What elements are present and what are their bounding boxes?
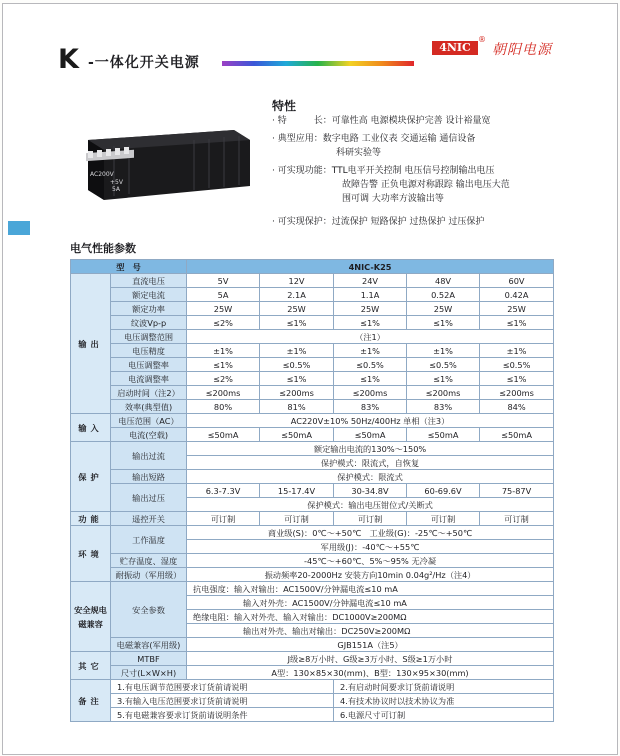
cell: ≤1% xyxy=(407,316,480,330)
cell: 15-17.4V xyxy=(260,484,334,498)
cell: 81% xyxy=(260,400,334,414)
feature-label: · 可实现保护： xyxy=(272,217,332,227)
cell: ≤50mA xyxy=(480,428,554,442)
rainbow-rule xyxy=(222,61,414,66)
cell: ≤50mA xyxy=(407,428,480,442)
table-row xyxy=(71,358,554,372)
table-row xyxy=(71,526,554,540)
cell: ≤200ms xyxy=(260,386,334,400)
cell: ≤200ms xyxy=(187,386,260,400)
feature-text: 故障告警 正负电源对称跟踪 输出电压大范 xyxy=(342,180,510,190)
row-label: 输出过压 xyxy=(111,484,187,512)
feature-item-applications xyxy=(272,132,475,160)
cell: 军用级(J)：-40℃～+55℃ xyxy=(187,540,554,554)
cell: ≤0.5% xyxy=(334,358,407,372)
cell: ±1% xyxy=(407,344,480,358)
spec-table xyxy=(70,259,554,722)
cell: ≤2% xyxy=(187,316,260,330)
table-row xyxy=(71,316,554,330)
row-label: 额定功率 xyxy=(111,302,187,316)
table-row xyxy=(71,582,554,596)
note: 4.有技术协议时以技术协议为准 xyxy=(334,694,554,708)
row-label: 耐振动（军用级） xyxy=(111,568,187,582)
table-row xyxy=(71,302,554,316)
table-row xyxy=(71,470,554,484)
table-row xyxy=(71,274,554,288)
cell: 0.42A xyxy=(480,288,554,302)
note: 2.有启动时间要求订货前请说明 xyxy=(334,680,554,694)
cell: 30-34.8V xyxy=(334,484,407,498)
feature-item-specialty xyxy=(272,114,490,128)
cell: ±1% xyxy=(260,344,334,358)
cell: 可订制 xyxy=(407,512,480,526)
note: 3.有输入电压范围要求订货前请说明 xyxy=(111,694,334,708)
group-other: 其它 xyxy=(71,652,111,680)
cell: ≤200ms xyxy=(480,386,554,400)
cell: 6.3-7.3V xyxy=(187,484,260,498)
group-input: 输入 xyxy=(71,414,111,442)
group-safety-emc: 安全规电磁兼容 xyxy=(71,582,111,652)
cell: 75-87V xyxy=(480,484,554,498)
table-row xyxy=(71,330,554,344)
group-protection: 保护 xyxy=(71,442,111,512)
group-function: 功能 xyxy=(71,512,111,526)
cell: 60-69.6V xyxy=(407,484,480,498)
product-label-v: +5V xyxy=(110,179,123,186)
section-title: 电气性能参数 xyxy=(70,242,136,255)
product-label-ac: AC200V xyxy=(90,171,114,178)
group-notes: 备注 xyxy=(71,680,111,722)
cell: 24V xyxy=(334,274,407,288)
cell: ≤1% xyxy=(334,372,407,386)
brand-name: 朝阳电源 xyxy=(492,42,552,58)
model-value: 4NIC-K25 xyxy=(187,260,554,274)
row-label: 启动时间（注2） xyxy=(111,386,187,400)
row-label: 直流电压 xyxy=(111,274,187,288)
row-label: 贮存温度、湿度 xyxy=(111,554,187,568)
cell: ≤50mA xyxy=(260,428,334,442)
page-title: -一体化开关电源 xyxy=(88,55,200,71)
table-row xyxy=(71,372,554,386)
cell: 保护模式：限流式，自恢复 xyxy=(187,456,554,470)
cell: 25W xyxy=(407,302,480,316)
cell: ±1% xyxy=(187,344,260,358)
table-row xyxy=(71,638,554,652)
cell: ≤0.5% xyxy=(407,358,480,372)
side-tab-marker xyxy=(8,221,30,235)
feature-label: · 特 长： xyxy=(272,116,332,126)
cell: 抗电强度：输入对输出：AC1500V/分钟漏电流≤10 mA xyxy=(187,582,554,596)
table-row xyxy=(71,680,554,694)
row-label: 效率(典型值) xyxy=(111,400,187,414)
table-row xyxy=(71,400,554,414)
cell: 保护模式：限流式 xyxy=(187,470,554,484)
cell: ≤1% xyxy=(260,372,334,386)
cell: 振动频率20-2000Hz 安装方向10min 0.04g²/Hz（注4） xyxy=(187,568,554,582)
cell: 绝缘电阻：输入对外壳、输入对输出：DC1000V≥200MΩ xyxy=(187,610,554,624)
table-row xyxy=(71,568,554,582)
feature-text: 科研实验等 xyxy=(336,148,382,158)
group-environment: 环境 xyxy=(71,526,111,582)
cell: ≤1% xyxy=(187,358,260,372)
brand-logo: 4NIC xyxy=(432,41,478,55)
cell: 保护模式：输出电压钳位式/关断式 xyxy=(187,498,554,512)
row-label: 电压精度 xyxy=(111,344,187,358)
row-label: 工作温度 xyxy=(111,526,187,554)
cell: 48V xyxy=(407,274,480,288)
cell: 83% xyxy=(334,400,407,414)
row-label: 额定电流 xyxy=(111,288,187,302)
table-row xyxy=(71,442,554,456)
feature-item-functions xyxy=(272,164,510,206)
cell: ≤1% xyxy=(260,316,334,330)
cell: 0.52A xyxy=(407,288,480,302)
feature-label: · 可实现功能： xyxy=(272,166,332,176)
cell: 可订制 xyxy=(187,512,260,526)
cell: ≤1% xyxy=(480,316,554,330)
note: 5.有电磁兼容要求订货前请说明条件 xyxy=(111,708,334,722)
cell: ≤2% xyxy=(187,372,260,386)
row-label: 电压调整范围 xyxy=(111,330,187,344)
features-heading: 特性 xyxy=(272,99,297,113)
table-row xyxy=(71,428,554,442)
cell: 额定输出电流的130%～150% xyxy=(187,442,554,456)
feature-label: · 典型应用： xyxy=(272,134,323,144)
cell: AC220V±10% 50Hz/400Hz 单相（注3） xyxy=(187,414,554,428)
feature-text: 过流保护 短路保护 过热保护 过压保护 xyxy=(331,217,485,227)
cell: GJB151A（注5） xyxy=(187,638,554,652)
table-row xyxy=(71,652,554,666)
cell: 1.1A xyxy=(334,288,407,302)
cell: 2.1A xyxy=(260,288,334,302)
feature-text: TTL电平开关控制 电压信号控制输出电压 xyxy=(331,166,495,176)
table-header-row xyxy=(71,260,554,274)
registered-mark: ® xyxy=(478,35,486,44)
cell: ≤1% xyxy=(407,372,480,386)
cell: ±1% xyxy=(334,344,407,358)
row-label: MTBF xyxy=(111,652,187,666)
cell: ≤1% xyxy=(334,316,407,330)
group-output: 输出 xyxy=(71,274,111,414)
table-row xyxy=(71,694,554,708)
table-row xyxy=(71,708,554,722)
row-label: 输出过流 xyxy=(111,442,187,470)
note: 1.有电压调节范围要求订货前请说明 xyxy=(111,680,334,694)
row-label: 电流(空载) xyxy=(111,428,187,442)
cell: （注1） xyxy=(187,330,554,344)
feature-item-protections xyxy=(272,215,484,229)
model-label: 型 号 xyxy=(71,260,187,274)
table-row xyxy=(71,414,554,428)
cell: 输出对外壳、输出对输出：DC250V≥200MΩ xyxy=(187,624,554,638)
cell: ≤0.5% xyxy=(260,358,334,372)
cell: 25W xyxy=(260,302,334,316)
cell: 60V xyxy=(480,274,554,288)
cell: 5V xyxy=(187,274,260,288)
cell: 5A xyxy=(187,288,260,302)
cell: 84% xyxy=(480,400,554,414)
feature-text: 围可调 大功率方波输出等 xyxy=(342,194,444,204)
feature-text: 数字电路 工业仪表 交通运输 通信设备 xyxy=(322,134,476,144)
cell: ±1% xyxy=(480,344,554,358)
cell: ≤200ms xyxy=(407,386,480,400)
row-label: 遥控开关 xyxy=(111,512,187,526)
table-row xyxy=(71,344,554,358)
cell: 83% xyxy=(407,400,480,414)
table-row xyxy=(71,666,554,680)
row-label: 电压范围（AC） xyxy=(111,414,187,428)
table-row xyxy=(71,512,554,526)
cell: J级≥8万小时、G级≥3万小时、S级≥1万小时 xyxy=(187,652,554,666)
note: 6.电源尺寸可订制 xyxy=(334,708,554,722)
product-label-a: 5A xyxy=(112,186,120,193)
table-row xyxy=(71,386,554,400)
cell: ≤200ms xyxy=(334,386,407,400)
row-label: 输出短路 xyxy=(111,470,187,484)
row-label: 电压调整率 xyxy=(111,358,187,372)
cell: A型：130×85×30(mm)、B型：130×95×30(mm) xyxy=(187,666,554,680)
cell: 商业级(S)：0℃～+50℃ 工业级(G)：-25℃～+50℃ xyxy=(187,526,554,540)
table-row xyxy=(71,554,554,568)
series-letter: K xyxy=(58,44,79,75)
product-image xyxy=(74,124,252,212)
row-label: 安全参数 xyxy=(111,582,187,638)
cell: 可订制 xyxy=(334,512,407,526)
cell: 80% xyxy=(187,400,260,414)
cell: 可订制 xyxy=(260,512,334,526)
cell: 25W xyxy=(334,302,407,316)
cell: 可订制 xyxy=(480,512,554,526)
row-label: 电磁兼容(军用级) xyxy=(111,638,187,652)
cell: -45℃～+60℃、5%～95% 无冷凝 xyxy=(187,554,554,568)
cell: 12V xyxy=(260,274,334,288)
cell: 25W xyxy=(480,302,554,316)
row-label: 纹波Vp-p xyxy=(111,316,187,330)
cell: 25W xyxy=(187,302,260,316)
table-row xyxy=(71,288,554,302)
cell: ≤0.5% xyxy=(480,358,554,372)
cell: ≤50mA xyxy=(334,428,407,442)
feature-text: 可靠性高 电源模块保护完善 设计裕量宽 xyxy=(331,116,491,126)
cell: 输入对外壳：AC1500V/分钟漏电流≤10 mA xyxy=(187,596,554,610)
cell: ≤50mA xyxy=(187,428,260,442)
cell: ≤1% xyxy=(480,372,554,386)
row-label: 电流调整率 xyxy=(111,372,187,386)
row-label: 尺寸(L×W×H) xyxy=(111,666,187,680)
